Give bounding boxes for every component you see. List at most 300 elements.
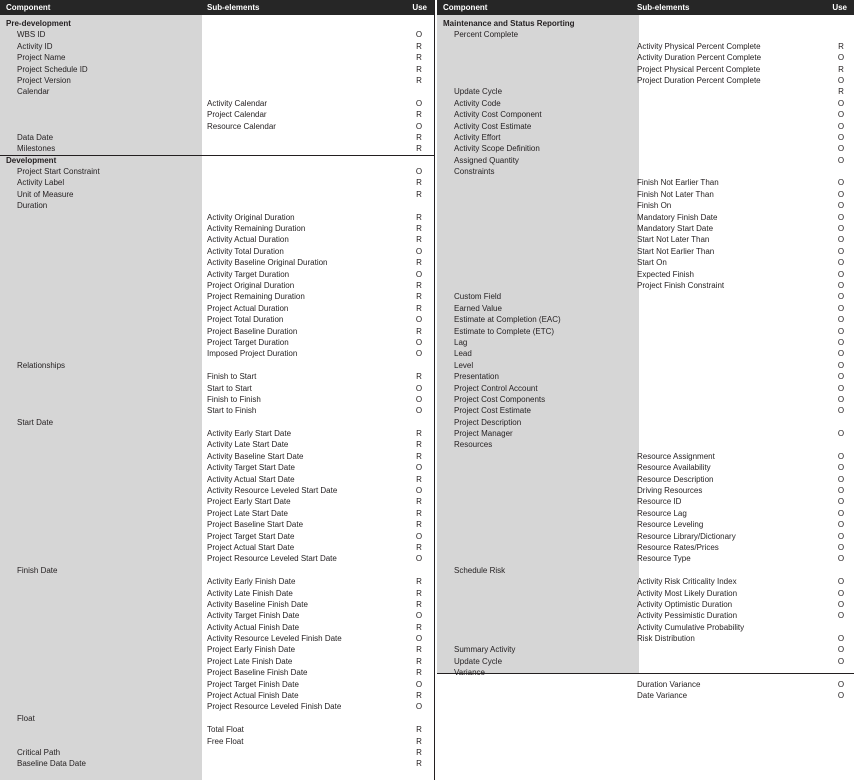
use-value: R — [416, 645, 422, 655]
table-row — [437, 326, 854, 337]
sub-element-label: Project Calendar — [207, 110, 267, 120]
table-row — [0, 360, 434, 371]
table-row — [437, 360, 854, 371]
table-row — [0, 337, 434, 348]
use-value: O — [415, 611, 423, 621]
use-value: O — [837, 98, 845, 108]
right-header-sub-elements: Sub-elements — [637, 3, 690, 12]
use-value: O — [415, 315, 423, 325]
sub-element-label: Activity Total Duration — [207, 246, 284, 256]
table-row — [0, 405, 434, 416]
sub-element-label: Activity Original Duration — [207, 212, 295, 222]
use-value: R — [416, 691, 422, 701]
table-row — [437, 86, 854, 97]
table-row — [0, 531, 434, 542]
component-label: Update Cycle — [454, 87, 503, 97]
left-header-use: Use — [412, 3, 427, 12]
table-row — [0, 644, 434, 655]
table-row — [0, 212, 434, 223]
use-value: O — [837, 577, 845, 587]
table-row — [437, 166, 854, 177]
table-row — [0, 679, 434, 690]
left-table-body — [0, 15, 434, 780]
table-row — [0, 576, 434, 587]
table-row — [0, 428, 434, 439]
use-value: O — [837, 155, 845, 165]
table-row — [0, 41, 434, 52]
use-value: R — [416, 75, 422, 85]
sub-element-label: Mandatory Finish Date — [637, 212, 718, 222]
sub-element-label: Project Physical Percent Complete — [637, 64, 761, 74]
sub-element-label: Activity Remaining Duration — [207, 224, 306, 234]
table-row — [437, 474, 854, 485]
table-row — [0, 747, 434, 758]
sub-element-label: Start Not Earlier Than — [637, 246, 715, 256]
use-value: O — [837, 269, 845, 279]
table-row — [0, 610, 434, 621]
table-row — [437, 485, 854, 496]
table-row — [0, 485, 434, 496]
table-row — [0, 52, 434, 63]
component-label: Variance — [454, 668, 485, 678]
sub-element-label: Activity Resource Leveled Finish Date — [207, 634, 342, 644]
use-value: R — [838, 64, 844, 74]
table-row — [0, 257, 434, 268]
component-label: Project Control Account — [454, 383, 538, 393]
sub-element-label: Resource Lag — [637, 508, 687, 518]
component-label: Unit of Measure — [17, 189, 74, 199]
use-value: O — [415, 167, 423, 177]
sub-element-label: Start On — [637, 258, 667, 268]
use-value: O — [837, 542, 845, 552]
use-value: R — [416, 736, 422, 746]
sub-element-label: Project Original Duration — [207, 280, 295, 290]
use-value: O — [837, 486, 845, 496]
use-value: R — [416, 656, 422, 666]
table-row — [437, 508, 854, 519]
component-label: Project Cost Components — [454, 394, 546, 404]
table-row — [0, 599, 434, 610]
use-value: R — [416, 759, 422, 769]
sub-element-label: Finish Not Earlier Than — [637, 178, 719, 188]
use-value: R — [416, 224, 422, 234]
sub-element-label: Risk Distribution — [637, 634, 695, 644]
use-value: O — [837, 554, 845, 564]
sub-element-label: Resource Rates/Prices — [637, 542, 719, 552]
sub-element-label: Activity Resource Leveled Start Date — [207, 486, 338, 496]
table-row — [0, 177, 434, 188]
use-value: O — [837, 508, 845, 518]
sub-element-label: Project Early Start Date — [207, 497, 291, 507]
table-row — [0, 701, 434, 712]
table-row — [0, 383, 434, 394]
use-value: R — [416, 64, 422, 74]
component-label: Project Name — [17, 53, 66, 63]
use-value: O — [837, 531, 845, 541]
table-row — [0, 474, 434, 485]
sub-element-label: Date Variance — [637, 691, 688, 701]
table-row — [437, 280, 854, 291]
component-label: Activity Code — [454, 98, 501, 108]
use-value: O — [837, 235, 845, 245]
use-value: O — [837, 326, 845, 336]
component-label: Activity Label — [17, 178, 65, 188]
sub-element-label: Project Actual Finish Date — [207, 691, 299, 701]
use-value: R — [416, 599, 422, 609]
sub-element-label: Mandatory Start Date — [637, 224, 714, 234]
component-label: Activity Cost Component — [454, 110, 542, 120]
use-value: O — [415, 98, 423, 108]
table-row — [0, 724, 434, 735]
use-value: R — [416, 235, 422, 245]
component-label: Summary Activity — [454, 645, 516, 655]
table-row — [437, 428, 854, 439]
sub-element-label: Activity Pessimistic Duration — [637, 611, 738, 621]
table-row — [437, 98, 854, 109]
table-row — [0, 143, 434, 154]
use-value: O — [837, 110, 845, 120]
sub-element-label: Project Remaining Duration — [207, 292, 305, 302]
use-value: O — [415, 531, 423, 541]
sub-element-label: Project Resource Leveled Start Date — [207, 554, 337, 564]
use-value: R — [416, 132, 422, 142]
use-value: O — [837, 634, 845, 644]
use-value: R — [416, 440, 422, 450]
sub-element-label: Project Target Duration — [207, 337, 289, 347]
sub-element-label: Project Duration Percent Complete — [637, 75, 761, 85]
table-row — [0, 246, 434, 257]
table-row — [437, 451, 854, 462]
use-value: O — [837, 360, 845, 370]
sub-element-label: Driving Resources — [637, 486, 703, 496]
table-row — [437, 383, 854, 394]
use-value: O — [415, 634, 423, 644]
table-row — [437, 212, 854, 223]
sub-element-label: Start to Finish — [207, 406, 257, 416]
table-row — [0, 155, 434, 166]
use-value: O — [415, 702, 423, 712]
right-table-body — [437, 15, 854, 701]
table-row — [437, 679, 854, 690]
table-row — [437, 143, 854, 154]
table-row — [0, 314, 434, 325]
table-row — [0, 121, 434, 132]
use-value: R — [416, 144, 422, 154]
sub-element-label: Total Float — [207, 725, 244, 735]
use-value: O — [415, 486, 423, 496]
table-row — [0, 633, 434, 644]
use-value: R — [838, 41, 844, 51]
use-value: O — [837, 656, 845, 666]
use-value: R — [416, 189, 422, 199]
use-value: R — [416, 53, 422, 63]
sub-element-label: Project Actual Duration — [207, 303, 289, 313]
table-row — [0, 64, 434, 75]
table-row — [437, 553, 854, 564]
use-value: O — [837, 201, 845, 211]
use-value: O — [415, 30, 423, 40]
component-label: Earned Value — [454, 303, 502, 313]
use-value: O — [837, 75, 845, 85]
table-row — [0, 200, 434, 211]
component-label: Activity Cost Estimate — [454, 121, 532, 131]
table-row — [437, 439, 854, 450]
sub-element-label: Project Actual Start Date — [207, 542, 295, 552]
sub-element-label: Resource Description — [637, 474, 714, 484]
table-row — [437, 64, 854, 75]
table-row — [437, 519, 854, 530]
component-label: Project Manager — [454, 429, 513, 439]
use-value: R — [416, 178, 422, 188]
sub-element-label: Activity Late Finish Date — [207, 588, 293, 598]
sub-element-label: Resource Type — [637, 554, 691, 564]
table-row — [0, 223, 434, 234]
table-row — [0, 291, 434, 302]
sub-element-label: Project Baseline Finish Date — [207, 668, 308, 678]
use-value: R — [416, 303, 422, 313]
component-label: Presentation — [454, 372, 499, 382]
use-value: O — [837, 337, 845, 347]
table-row — [437, 132, 854, 143]
table-row — [437, 622, 854, 633]
table-row — [0, 132, 434, 143]
sub-element-label: Activity Actual Duration — [207, 235, 289, 245]
component-group-label: Maintenance and Status Reporting — [443, 19, 575, 28]
sub-element-label: Resource Assignment — [637, 451, 715, 461]
sub-element-label: Start Not Later Than — [637, 235, 710, 245]
use-value: O — [415, 121, 423, 131]
use-value: O — [415, 463, 423, 473]
use-value: R — [416, 748, 422, 757]
use-value: O — [837, 246, 845, 256]
component-label: Estimate to Complete (ETC) — [454, 326, 555, 336]
table-row — [437, 405, 854, 416]
component-label: Assigned Quantity — [454, 155, 519, 165]
table-row — [437, 303, 854, 314]
use-value: R — [416, 520, 422, 530]
component-label: Activity Effort — [454, 132, 501, 142]
table-row — [0, 303, 434, 314]
use-value: R — [416, 212, 422, 222]
table-row — [437, 542, 854, 553]
sub-element-label: Finish to Finish — [207, 394, 261, 404]
sub-element-label: Duration Variance — [637, 679, 701, 689]
component-label: Activity ID — [17, 41, 53, 51]
component-label: Percent Complete — [454, 30, 519, 40]
component-label: Project Cost Estimate — [454, 406, 531, 416]
sub-element-label: Project Target Start Date — [207, 531, 295, 541]
component-group-label: Development — [6, 155, 57, 165]
sub-element-label: Project Resource Leveled Finish Date — [207, 702, 342, 712]
sub-element-label: Activity Target Finish Date — [207, 611, 300, 621]
use-value: R — [416, 258, 422, 268]
right-header-component: Component — [443, 3, 488, 12]
left-table-header — [0, 0, 434, 15]
table-row — [437, 155, 854, 166]
use-value: O — [837, 474, 845, 484]
use-value: O — [415, 679, 423, 689]
use-value: R — [416, 372, 422, 382]
right-table — [437, 0, 854, 780]
sub-element-label: Activity Late Start Date — [207, 440, 289, 450]
use-value: O — [837, 429, 845, 439]
table-row — [437, 394, 854, 405]
table-row — [437, 644, 854, 655]
table-row — [437, 690, 854, 701]
sub-element-label: Finish Not Later Than — [637, 189, 714, 199]
sub-element-label: Finish On — [637, 201, 672, 211]
component-label: Constraints — [454, 167, 495, 177]
sub-element-label: Activity Target Duration — [207, 269, 290, 279]
use-value: R — [416, 622, 422, 632]
table-row — [437, 633, 854, 644]
sub-element-label: Resource Leveling — [637, 520, 704, 530]
use-value: O — [837, 292, 845, 302]
table-row — [0, 166, 434, 177]
component-label: Data Date — [17, 132, 54, 142]
use-value: O — [837, 383, 845, 393]
sub-element-label: Start to Start — [207, 383, 252, 393]
table-row — [0, 326, 434, 337]
table-row — [0, 75, 434, 86]
use-value: O — [415, 269, 423, 279]
section-divider — [0, 155, 435, 156]
sub-element-label: Project Baseline Duration — [207, 326, 298, 336]
sub-element-label: Finish to Start — [207, 372, 257, 382]
use-value: O — [837, 212, 845, 222]
table-row — [437, 109, 854, 120]
component-group-label: Pre-development — [6, 19, 71, 28]
table-row — [437, 337, 854, 348]
sub-element-label: Activity Target Start Date — [207, 463, 295, 473]
use-value: R — [416, 588, 422, 598]
table-row — [437, 246, 854, 257]
sub-element-label: Activity Duration Percent Complete — [637, 53, 762, 63]
table-row — [437, 565, 854, 576]
table-row — [0, 462, 434, 473]
table-row — [0, 542, 434, 553]
table-row — [0, 736, 434, 747]
use-value: O — [837, 599, 845, 609]
use-value: O — [837, 178, 845, 188]
table-row — [437, 417, 854, 428]
use-value: O — [837, 406, 845, 416]
table-row — [437, 348, 854, 359]
use-value: O — [415, 406, 423, 416]
use-value: R — [416, 725, 422, 735]
use-value: R — [416, 292, 422, 302]
table-row — [0, 667, 434, 678]
table-row — [0, 553, 434, 564]
table-row — [0, 371, 434, 382]
component-label: Lag — [454, 337, 468, 347]
table-row — [437, 371, 854, 382]
table-row — [437, 314, 854, 325]
table-row — [0, 439, 434, 450]
use-value: O — [837, 611, 845, 621]
table-row — [437, 291, 854, 302]
sub-element-label: Activity Early Finish Date — [207, 577, 296, 587]
use-value: O — [837, 588, 845, 598]
component-label: Activity Scope Definition — [454, 144, 540, 154]
sub-element-label: Activity Cumulative Probability — [637, 622, 745, 632]
component-label: Project Description — [454, 417, 522, 427]
component-label: Float — [17, 713, 35, 723]
use-value: R — [416, 508, 422, 518]
sub-element-label: Project Finish Constraint — [637, 280, 725, 290]
table-row — [0, 519, 434, 530]
component-label: Project Schedule ID — [17, 64, 88, 74]
table-row — [0, 758, 434, 769]
table-row — [0, 496, 434, 507]
use-value: R — [416, 474, 422, 484]
component-label: Resources — [454, 440, 493, 450]
use-value: O — [837, 451, 845, 461]
sub-element-label: Activity Most Likely Duration — [637, 588, 738, 598]
table-row — [437, 656, 854, 667]
table-row — [0, 109, 434, 120]
table-row — [0, 98, 434, 109]
table-row — [437, 531, 854, 542]
use-value: O — [415, 246, 423, 256]
use-value: R — [416, 451, 422, 461]
use-value: O — [837, 463, 845, 473]
sub-element-label: Project Target Finish Date — [207, 679, 299, 689]
use-value: O — [415, 337, 423, 347]
table-row — [0, 565, 434, 576]
table-row — [437, 223, 854, 234]
sub-element-label: Activity Calendar — [207, 98, 268, 108]
table-row — [437, 234, 854, 245]
sub-element-label: Project Baseline Start Date — [207, 520, 304, 530]
sub-element-label: Activity Baseline Finish Date — [207, 599, 308, 609]
component-label: Milestones — [17, 144, 56, 154]
table-row — [437, 18, 854, 29]
table-row — [437, 576, 854, 587]
use-value: O — [837, 691, 845, 701]
component-label: Update Cycle — [454, 656, 503, 666]
sub-element-label: Resource Availability — [637, 463, 711, 473]
use-value: R — [416, 41, 422, 51]
right-table-rows — [437, 15, 854, 701]
sub-element-label: Activity Baseline Start Date — [207, 451, 304, 461]
use-value: O — [415, 383, 423, 393]
use-value: O — [415, 394, 423, 404]
table-row — [0, 348, 434, 359]
table-row — [437, 610, 854, 621]
table-row — [0, 588, 434, 599]
table-row — [0, 656, 434, 667]
sub-element-label: Activity Risk Criticality Index — [637, 577, 737, 587]
use-value: O — [837, 53, 845, 63]
use-value: O — [837, 303, 845, 313]
sub-element-label: Project Late Start Date — [207, 508, 288, 518]
sub-element-label: Activity Actual Start Date — [207, 474, 295, 484]
table-row — [437, 29, 854, 40]
table-row — [437, 52, 854, 63]
left-header-component: Component — [6, 3, 51, 12]
table-row — [437, 588, 854, 599]
use-value: O — [837, 315, 845, 325]
component-label: Project Start Constraint — [17, 167, 100, 177]
table-row — [437, 189, 854, 200]
right-header-use: Use — [832, 3, 847, 12]
table-row — [437, 41, 854, 52]
use-value: O — [837, 224, 845, 234]
sub-element-label: Resource ID — [637, 497, 682, 507]
component-label: Start Date — [17, 417, 54, 427]
sub-element-label: Activity Optimistic Duration — [637, 599, 733, 609]
